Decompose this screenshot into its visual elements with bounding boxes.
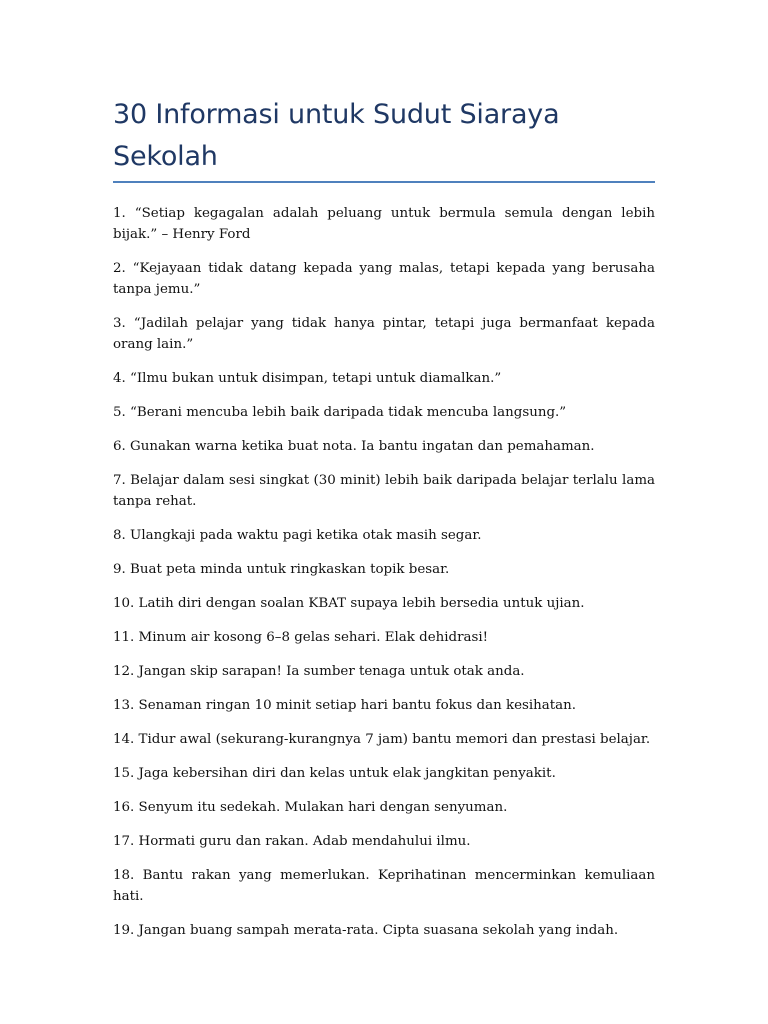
list-item: 6. Gunakan warna ketika buat nota. Ia bantu ingatan dan pemahaman. <box>113 439 595 454</box>
list-item: 5. “Berani mencuba lebih baik daripada tidak mencuba langsung.” <box>113 405 567 420</box>
list-item: 15. Jaga kebersihan diri dan kelas untuk elak jangkitan penyakit. <box>113 766 556 781</box>
list-item: 1. “Setiap kegagalan adalah peluang untuk bermula semula dengan lebih bijak.” – Henry Ford <box>113 206 655 242</box>
list-item: 12. Jangan skip sarapan! Ia sumber tenaga untuk otak anda. <box>113 664 525 679</box>
document-page <box>113 94 655 954</box>
title-underline <box>113 181 655 183</box>
list-item: 19. Jangan buang sampah merata-rata. Cipta suasana sekolah yang indah. <box>113 923 619 938</box>
list-item: 2. “Kejayaan tidak datang kepada yang malas, tetapi kepada yang berusaha tanpa jemu.” <box>113 261 655 297</box>
list-item: 17. Hormati guru dan rakan. Adab mendahului ilmu. <box>113 834 471 849</box>
list-item: 14. Tidur awal (sekurang-kurangnya 7 jam) bantu memori dan prestasi belajar. <box>113 732 651 747</box>
list-item: 8. Ulangkaji pada waktu pagi ketika otak masih segar. <box>113 528 482 543</box>
list-item: 16. Senyum itu sedekah. Mulakan hari dengan senyuman. <box>113 800 508 815</box>
list-item: 11. Minum air kosong 6–8 gelas sehari. Elak dehidrasi! <box>113 630 489 645</box>
list-item: 18. Bantu rakan yang memerlukan. Keprihatinan mencerminkan kemuliaan hati. <box>113 868 655 904</box>
document-title: 30 Informasi untuk Sudut Siaraya Sekolah <box>113 99 560 172</box>
list-item: 10. Latih diri dengan soalan KBAT supaya lebih bersedia untuk ujian. <box>113 596 585 611</box>
list-item: 4. “Ilmu bukan untuk disimpan, tetapi untuk diamalkan.” <box>113 371 502 386</box>
info-list <box>113 203 655 941</box>
list-item: 3. “Jadilah pelajar yang tidak hanya pintar, tetapi juga bermanfaat kepada orang lain.” <box>113 316 655 352</box>
list-item: 9. Buat peta minda untuk ringkaskan topik besar. <box>113 562 450 577</box>
list-item: 7. Belajar dalam sesi singkat (30 minit) lebih baik daripada belajar terlalu lama tanpa rehat. <box>113 473 655 509</box>
list-item: 13. Senaman ringan 10 minit setiap hari bantu fokus dan kesihatan. <box>113 698 577 713</box>
